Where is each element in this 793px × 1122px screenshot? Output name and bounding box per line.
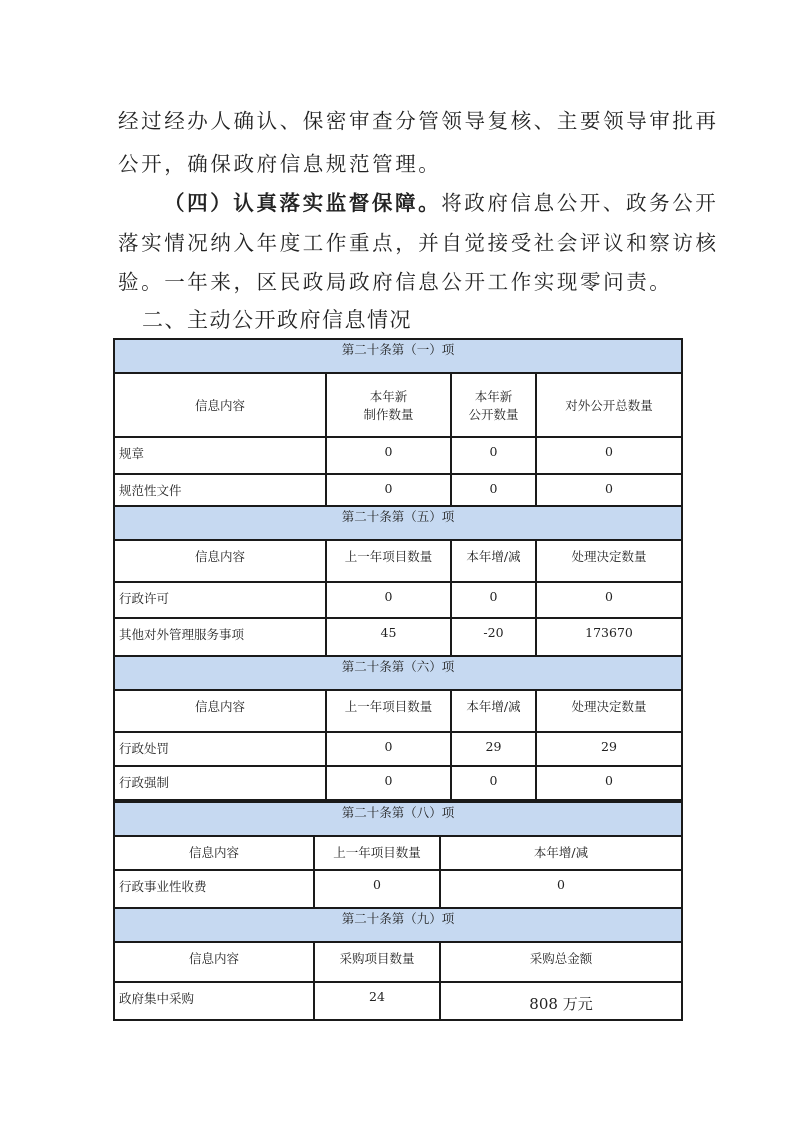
paragraph-text: 将政府信息公开、政务公开 bbox=[441, 191, 719, 215]
cell-value: 0 bbox=[451, 437, 536, 474]
column-header: 对外公开总数量 bbox=[536, 373, 682, 437]
row-label: 规范性文件 bbox=[114, 474, 326, 506]
cell-value: 0 bbox=[314, 870, 440, 908]
column-header: 信息内容 bbox=[114, 690, 326, 732]
column-header bbox=[326, 373, 451, 437]
section-header-row bbox=[114, 908, 682, 942]
row-label: 行政强制 bbox=[114, 766, 326, 800]
section-heading: 二、主动公开政府信息情况 bbox=[142, 308, 412, 332]
column-header-row bbox=[114, 690, 682, 732]
cell-value: 0 bbox=[536, 474, 682, 506]
section-title: 第二十条第（八）项 bbox=[114, 802, 682, 836]
table-row bbox=[114, 474, 682, 506]
section-title: 第二十条第（五）项 bbox=[114, 506, 682, 540]
cell-value: 0 bbox=[451, 474, 536, 506]
column-header-row bbox=[114, 836, 682, 870]
section-header-row bbox=[114, 339, 682, 373]
section-header-row bbox=[114, 802, 682, 836]
column-header: 信息内容 bbox=[114, 540, 326, 582]
cell-value: 0 bbox=[326, 582, 451, 618]
row-label: 规章 bbox=[114, 437, 326, 474]
column-header-row bbox=[114, 373, 682, 437]
disclosure-table bbox=[113, 338, 683, 801]
column-header: 上一年项目数量 bbox=[326, 690, 451, 732]
section-header-row bbox=[114, 506, 682, 540]
column-header: 上一年项目数量 bbox=[326, 540, 451, 582]
column-header: 本年增/减 bbox=[451, 690, 536, 732]
disclosure-table-2 bbox=[113, 801, 683, 1021]
cell-value: 45 bbox=[326, 618, 451, 656]
section-header-row bbox=[114, 656, 682, 690]
row-label: 行政许可 bbox=[114, 582, 326, 618]
cell-value: -20 bbox=[451, 618, 536, 656]
column-header-line: 本年新 bbox=[369, 389, 408, 404]
column-header: 本年增/减 bbox=[440, 836, 682, 870]
cell-value: 173670 bbox=[536, 618, 682, 656]
cell-value: 0 bbox=[326, 474, 451, 506]
row-label: 行政事业性收费 bbox=[114, 870, 314, 908]
section-title: 第二十条第（一）项 bbox=[114, 339, 682, 373]
cell-value: 808 万元 bbox=[440, 982, 682, 1020]
cell-value: 29 bbox=[451, 732, 536, 766]
column-header: 上一年项目数量 bbox=[314, 836, 440, 870]
column-header: 处理决定数量 bbox=[536, 540, 682, 582]
column-header bbox=[451, 373, 536, 437]
table-row bbox=[114, 618, 682, 656]
table-row bbox=[114, 437, 682, 474]
column-header-row bbox=[114, 942, 682, 982]
cell-value: 0 bbox=[326, 732, 451, 766]
table-row bbox=[114, 732, 682, 766]
table-row bbox=[114, 982, 682, 1020]
cell-value: 24 bbox=[314, 982, 440, 1020]
column-header: 信息内容 bbox=[114, 836, 314, 870]
paragraph-line: 落实情况纳入年度工作重点，并自觉接受社会评议和察访核 bbox=[118, 231, 719, 255]
column-header-line: 本年新 bbox=[474, 389, 513, 404]
paragraph-line: 验。一年来，区民政局政府信息公开工作实现零问责。 bbox=[118, 270, 673, 294]
cell-value: 0 bbox=[451, 582, 536, 618]
column-header-row bbox=[114, 540, 682, 582]
section-title: 第二十条第（九）项 bbox=[114, 908, 682, 942]
cell-value: 0 bbox=[326, 766, 451, 800]
cell-value: 0 bbox=[536, 582, 682, 618]
cell-value: 0 bbox=[326, 437, 451, 474]
column-header: 本年增/减 bbox=[451, 540, 536, 582]
cell-value: 0 bbox=[451, 766, 536, 800]
column-header-line: 制作数量 bbox=[363, 407, 414, 422]
column-header: 采购总金额 bbox=[440, 942, 682, 982]
section-title: 第二十条第（六）项 bbox=[114, 656, 682, 690]
cell-value: 0 bbox=[536, 437, 682, 474]
column-header: 信息内容 bbox=[114, 373, 326, 437]
column-header-line: 公开数量 bbox=[468, 407, 519, 422]
cell-value: 0 bbox=[536, 766, 682, 800]
column-header: 信息内容 bbox=[114, 942, 314, 982]
column-header: 处理决定数量 bbox=[536, 690, 682, 732]
paragraph-line: 经过经办人确认、保密审查分管领导复核、主要领导审批再 bbox=[118, 109, 719, 133]
table-row bbox=[114, 766, 682, 800]
cell-value: 0 bbox=[440, 870, 682, 908]
paragraph-line bbox=[164, 189, 734, 217]
column-header: 采购项目数量 bbox=[314, 942, 440, 982]
row-label: 政府集中采购 bbox=[114, 982, 314, 1020]
subsection-title: （四）认真落实监督保障。 bbox=[164, 191, 442, 215]
row-label: 其他对外管理服务事项 bbox=[114, 618, 326, 656]
table-row bbox=[114, 870, 682, 908]
paragraph-line: 公开，确保政府信息规范管理。 bbox=[118, 152, 442, 176]
table-row bbox=[114, 582, 682, 618]
cell-value: 29 bbox=[536, 732, 682, 766]
row-label: 行政处罚 bbox=[114, 732, 326, 766]
